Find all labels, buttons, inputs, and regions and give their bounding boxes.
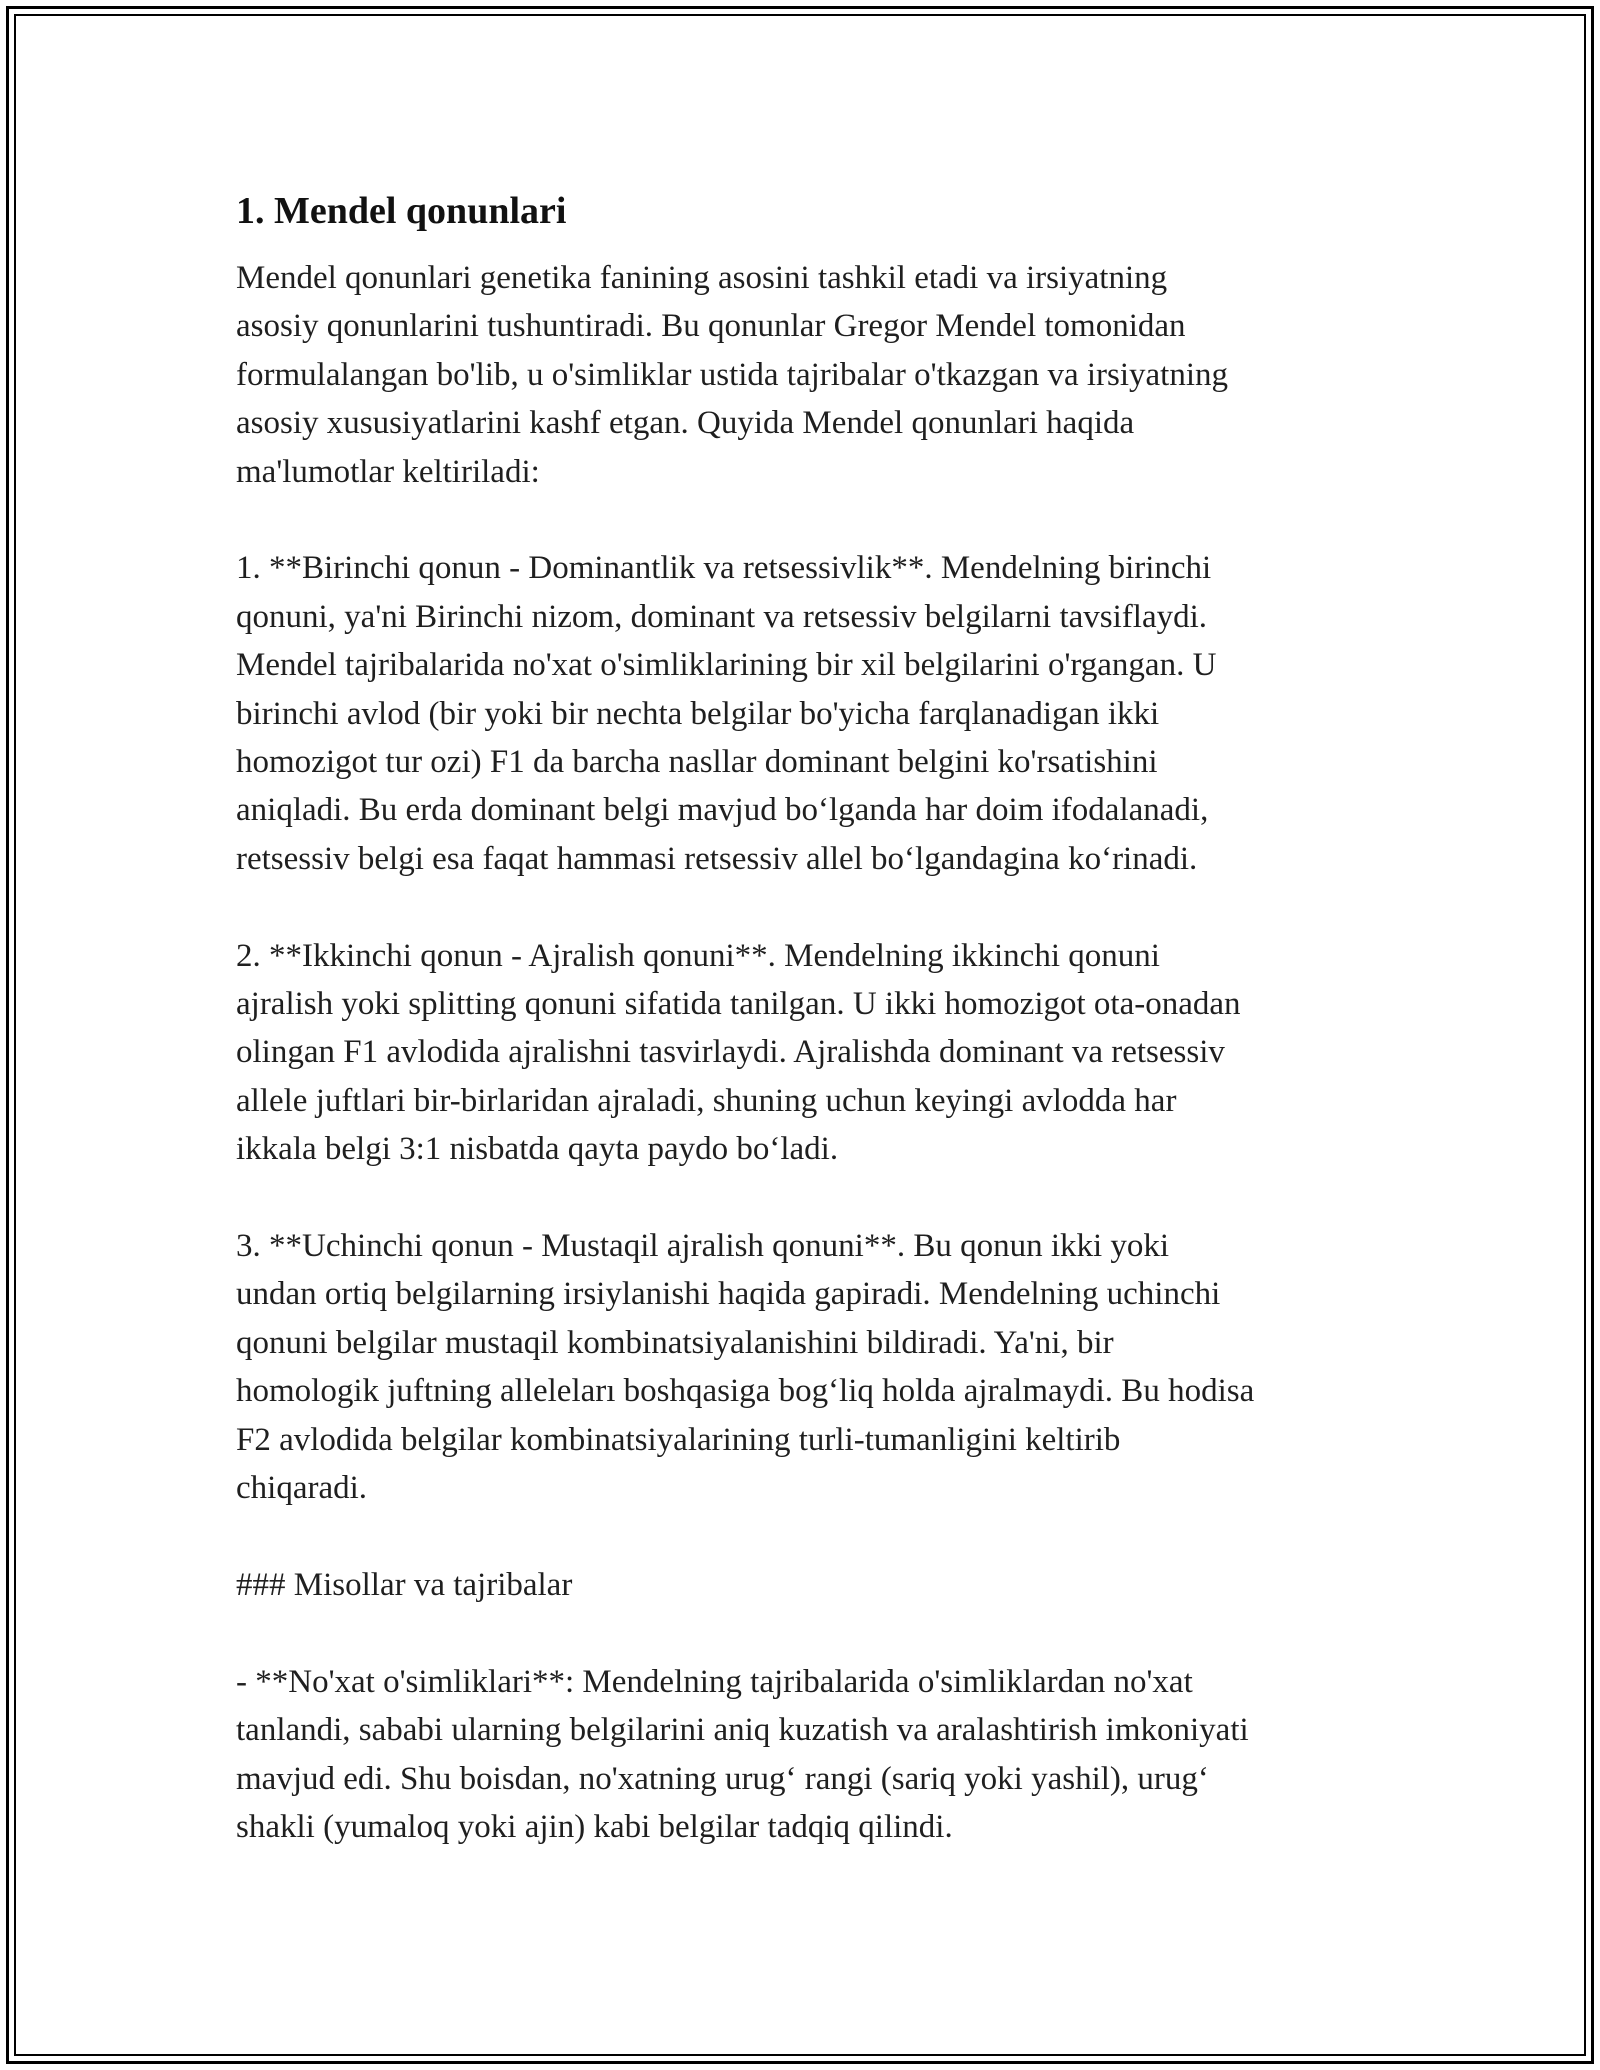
examples-subheading: ### Misollar va tajribalar (236, 1566, 573, 1603)
pea-plants-paragraph: - **No'xat o'simliklari**: Mendelning tajribalarida o'simliklardan no'xat tanlandi, sababi ularning belgilarini aniq kuzatish va aralashtirish imkoniyati mavjud edi. Shu boisdan, no'xatning urug‘ rangi (sariq yoki yashil), urug‘ shakli (yumaloq yoki ajin) kabi belgilar tadqiq qilindi. (236, 1663, 1249, 1845)
document-title: 1. Mendel qonunlari (236, 190, 567, 232)
second-law-paragraph: 2. **Ikkinchi qonun - Ajralish qonuni**. Mendelning ikkinchi qonuni ajralish yoki splitting qonuni sifatida tanilgan. U ikki homozigot ota-onadan olingan F1 avlodida ajralishni tasvirlaydi. Ajralishda dominant va retsessiv allele juftlari bir-birlaridan ajraladi, shuning uchun keyingi avlodda har ikkala belgi 3:1 nisbatda qayta paydo bo‘ladi. (236, 937, 1241, 1168)
document-body (236, 185, 1386, 1851)
intro-paragraph: Mendel qonunlari genetika fanining asosini tashkil etadi va irsiyatning asosiy qonunlarini tushuntiradi. Bu qonunlar Gregor Mendel tomonidan formulalangan bo'lib, u o'simliklar ustida tajribalar o'tkazgan va irsiyatning asosiy xususiyatlarini kashf etgan. Quyida Mendel qonunlari haqida ma'lumotlar keltiriladi: (236, 260, 1228, 490)
third-law-paragraph: 3. **Uchinchi qonun - Mustaqil ajralish qonuni**. Bu qonun ikki yoki undan ortiq belgilarning irsiylanishi haqida gapiradi. Mendelning uchinchi qonuni belgilar mustaqil kombinatsiyalanishini bildiradi. Ya'ni, bir homologik juftning alleleları boshqasiga bog‘liq holda ajralmaydi. Bu hodisa F2 avlodida belgilar kombinatsiyalarining turli-tumanligini keltirib chiqaradi. (236, 1228, 1255, 1507)
first-law-paragraph: 1. **Birinchi qonun - Dominantlik va retsessivlik**. Mendelning birinchi qonuni, ya'ni Birinchi nizom, dominant va retsessiv belgilarni tavsiflaydi. Mendel tajribalarida no'xat o'simliklarining bir xil belgilarini o'rgangan. U birinchi avlod (bir yoki bir nechta belgilar bo'yicha farqlanadigan ikki homozigot tur ozi) F1 da barcha nasllar dominant belgini ko'rsatishini aniqladi. Bu erda dominant belgi mavjud bo‘lganda har doim ifodalanadi, retsessiv belgi esa faqat hammasi retsessiv allel bo‘lgandagina ko‘rinadi. (236, 550, 1217, 877)
